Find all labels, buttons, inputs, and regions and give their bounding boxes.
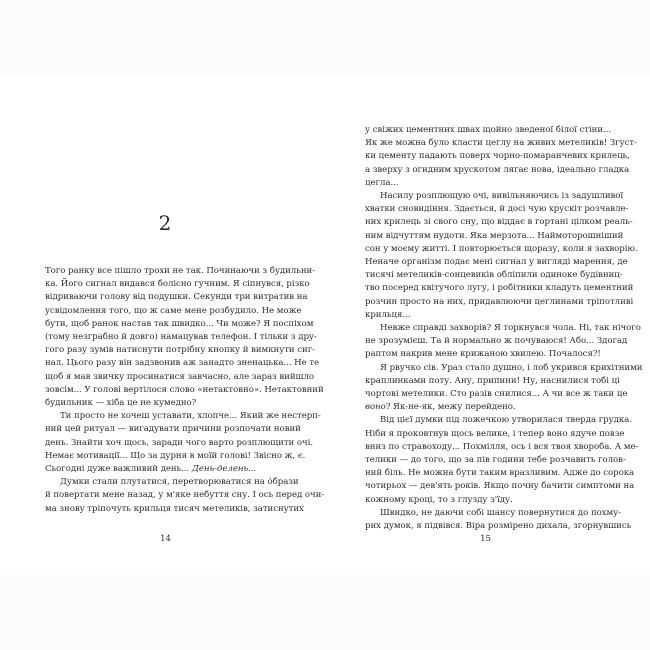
text-line <box>365 322 641 335</box>
line-text: вниз по стравоходу... Похмілля, ось і вся твоя хвороба. А ме- <box>365 441 639 452</box>
line-text: тисячі метеликів-сонцевиків обліпили одиноке будівниц- <box>365 270 623 281</box>
text-line <box>365 150 630 163</box>
text-line <box>45 489 325 502</box>
line-text: крильця... <box>365 309 411 320</box>
emphasis: воно <box>365 402 386 413</box>
text-line <box>45 503 304 516</box>
line-text: будильник — хіба це не кумедно? <box>45 398 197 409</box>
line-text: ? Як-не-як, межу перейдено. <box>385 402 516 413</box>
text-line <box>45 384 324 397</box>
line-text: ним відчуттям нудоти. Яка мерзота... Наймоторошніший <box>365 230 624 241</box>
line-text: відриваючи голову від подушки. Секунди три витратив на <box>45 292 308 303</box>
line-text: бути, щоб ранок настав так швидко... Чи може? Я поспіхом <box>45 318 314 329</box>
line-text: Невже справді захворів? Я торкнувся чола. Ні, так нічого <box>380 323 641 334</box>
line-text: чотирьох — дев'ять років. Якщо почну бачити симптоми на <box>365 481 635 492</box>
left-page <box>0 75 325 574</box>
line-text: ний біль. Не можна бути таким вразливим. Адже до сорока <box>365 468 635 479</box>
line-text: ма знову тріпочуть крильця тисяч метеликів, затиснутих <box>45 503 304 514</box>
line-text: Того ранку все пішло трохи не так. Починаючи з будильни- <box>45 266 316 276</box>
text-line <box>45 371 314 384</box>
line-text: Насилу розплющую очі, вивільняючись із задушливої <box>380 191 624 202</box>
text-line <box>365 243 638 256</box>
text-line <box>45 437 314 450</box>
text-line <box>365 137 637 150</box>
page-number-right: 15 <box>480 534 491 544</box>
line-text: Як же можна було класти цеглу на живих метеликів! Згуст- <box>365 138 637 149</box>
text-line <box>365 230 624 243</box>
line-text: й повертати мене назад, у м'яке небуття сну. І ось перед очи- <box>45 490 325 501</box>
chapter-number: 2 <box>158 211 172 235</box>
text-line <box>45 476 299 489</box>
text-line <box>45 357 320 370</box>
text-line <box>365 388 628 401</box>
text-line <box>45 410 321 423</box>
line-text: нал. Цього разу він задзвонив аж занадто зненацька... Не те <box>45 358 320 369</box>
line-text: усвідомлення того, що ж саме мене розбудило. Не може <box>45 305 302 316</box>
line-text: Швидко, не даючи собі шансу повернутися до похму- <box>380 507 622 518</box>
text-line <box>365 296 634 309</box>
line-text: розчин просто на них, придавлюючи цеглинами тріпотливі <box>365 296 634 307</box>
text-line <box>45 463 286 476</box>
line-text: ки цементу падають поверх чорно-помаранчевих крилець, <box>365 151 630 162</box>
line-text: ка. Його сигнал видався болісно гучним. Я сіпнувся, різко <box>45 279 310 290</box>
text-line <box>365 335 628 348</box>
text-line <box>365 414 632 427</box>
line-text: хватки сновидіння. Здається, й досі чую хрускіт розчавле- <box>365 204 629 215</box>
text-line <box>365 177 606 190</box>
right-page <box>325 75 650 574</box>
text-line <box>365 428 625 441</box>
line-text: кожному кроці, то з глузду з'їду. <box>365 494 513 505</box>
line-text: у свіжих цементних швах щойно зведеної білої стіни... <box>365 125 612 135</box>
text-line <box>45 423 301 436</box>
text-line <box>365 216 633 229</box>
right-page-body <box>365 124 643 533</box>
line-text: а зверху з огидним хрускотом лягає нова, ідеально гладка <box>365 164 630 175</box>
text-line <box>45 344 316 357</box>
line-text: Ти просто не хочеш уставати, хлопче... Який же нестерп- <box>60 411 321 422</box>
line-text: зовсім... У голові вертілося слово «нетактовно». Нетактовний <box>45 384 324 395</box>
line-text: Я рвучко сів. Ураз стало душно, і лоб укрився крихітними <box>380 362 643 373</box>
line-text: Від цієї думки під ложечкою утворилася тверда грудка. <box>380 415 632 426</box>
text-line <box>45 450 306 463</box>
text-line <box>365 190 624 203</box>
line-text: телики — до того, що за пів години тебе розчавить голов- <box>365 455 626 466</box>
line-text: чортові метелики. Сто разів снилися... А чи все ж таки це <box>365 389 628 400</box>
line-text: Немає мотивації... Що за дурня в моїй голові! Звісно ж, є. <box>45 450 306 461</box>
text-line <box>365 362 643 375</box>
text-line <box>365 164 630 177</box>
text-line <box>365 309 606 322</box>
line-text: гого разу зумів натиснути потрібну кнопку й вимкнути сиг- <box>45 345 316 356</box>
text-line <box>45 305 302 318</box>
line-text: раптом накрив мене крижаною хвилею. Почалося?! <box>365 349 601 360</box>
line-text: Неначе організм подає мені сигнал у вигляді марення, де <box>365 257 628 268</box>
text-line <box>365 256 628 269</box>
page-number-left: 14 <box>160 534 171 544</box>
line-text: Сьогодні дуже важливий день... <box>45 464 192 475</box>
line-text: цегла... <box>365 177 399 188</box>
line-text: день. Знайти хоч щось, заради чого варто розплющити очі. <box>45 437 314 448</box>
text-line <box>45 265 316 278</box>
line-text: тво посеред квітучого лугу, і робітники кладуть цементний <box>365 283 634 294</box>
text-line <box>365 467 635 480</box>
text-line <box>365 507 622 520</box>
emphasis: День-делень... <box>191 464 257 475</box>
background-band-bottom <box>0 574 650 650</box>
text-line <box>45 318 314 331</box>
text-line <box>365 269 623 282</box>
text-line <box>365 375 620 388</box>
text-line <box>365 203 629 216</box>
text-line <box>365 348 606 361</box>
text-line <box>365 520 632 533</box>
text-line <box>365 401 606 414</box>
line-text: сон у моєму житті. І повторюється щоразу, коли я захворію. <box>365 243 638 254</box>
text-line <box>45 278 310 291</box>
text-line <box>365 441 639 454</box>
line-text: рих думок, я підвівся. Віра розмірено дихала, згорнувшись <box>365 521 632 532</box>
line-text: Думки стали плутатися, перетворюватися на óбрази <box>60 477 299 488</box>
text-line <box>365 494 606 507</box>
line-text: краплинками поту. Ану, припини! Ну, наснилися тобі ці <box>365 375 620 386</box>
background-band-top <box>0 0 650 75</box>
text-line <box>365 454 626 467</box>
text-line <box>45 397 286 410</box>
text-line <box>45 291 308 304</box>
left-page-body <box>45 265 325 516</box>
line-text: щоб я мав звичку просинатися завчасно, але зараз вийшло <box>45 371 314 382</box>
line-text: Ніби я проковтнув щось велике, і тепер воно ядуче повзе <box>365 428 625 439</box>
line-text: (тому незграбно й довго) намацував телефон. І тільки з дру- <box>45 332 317 343</box>
text-line <box>365 282 634 295</box>
line-text: ний цей ритуал — вигадувати причини розпочати новий <box>45 424 301 435</box>
text-line <box>45 331 317 344</box>
text-line <box>365 480 635 493</box>
line-text: них крилець зі свого сну, що віддає в гортані цілком реаль- <box>365 217 633 228</box>
line-text: не зрозумієш. Та й нормально ж почуваюся! Або... Здогад <box>365 336 628 347</box>
text-line <box>365 124 612 137</box>
